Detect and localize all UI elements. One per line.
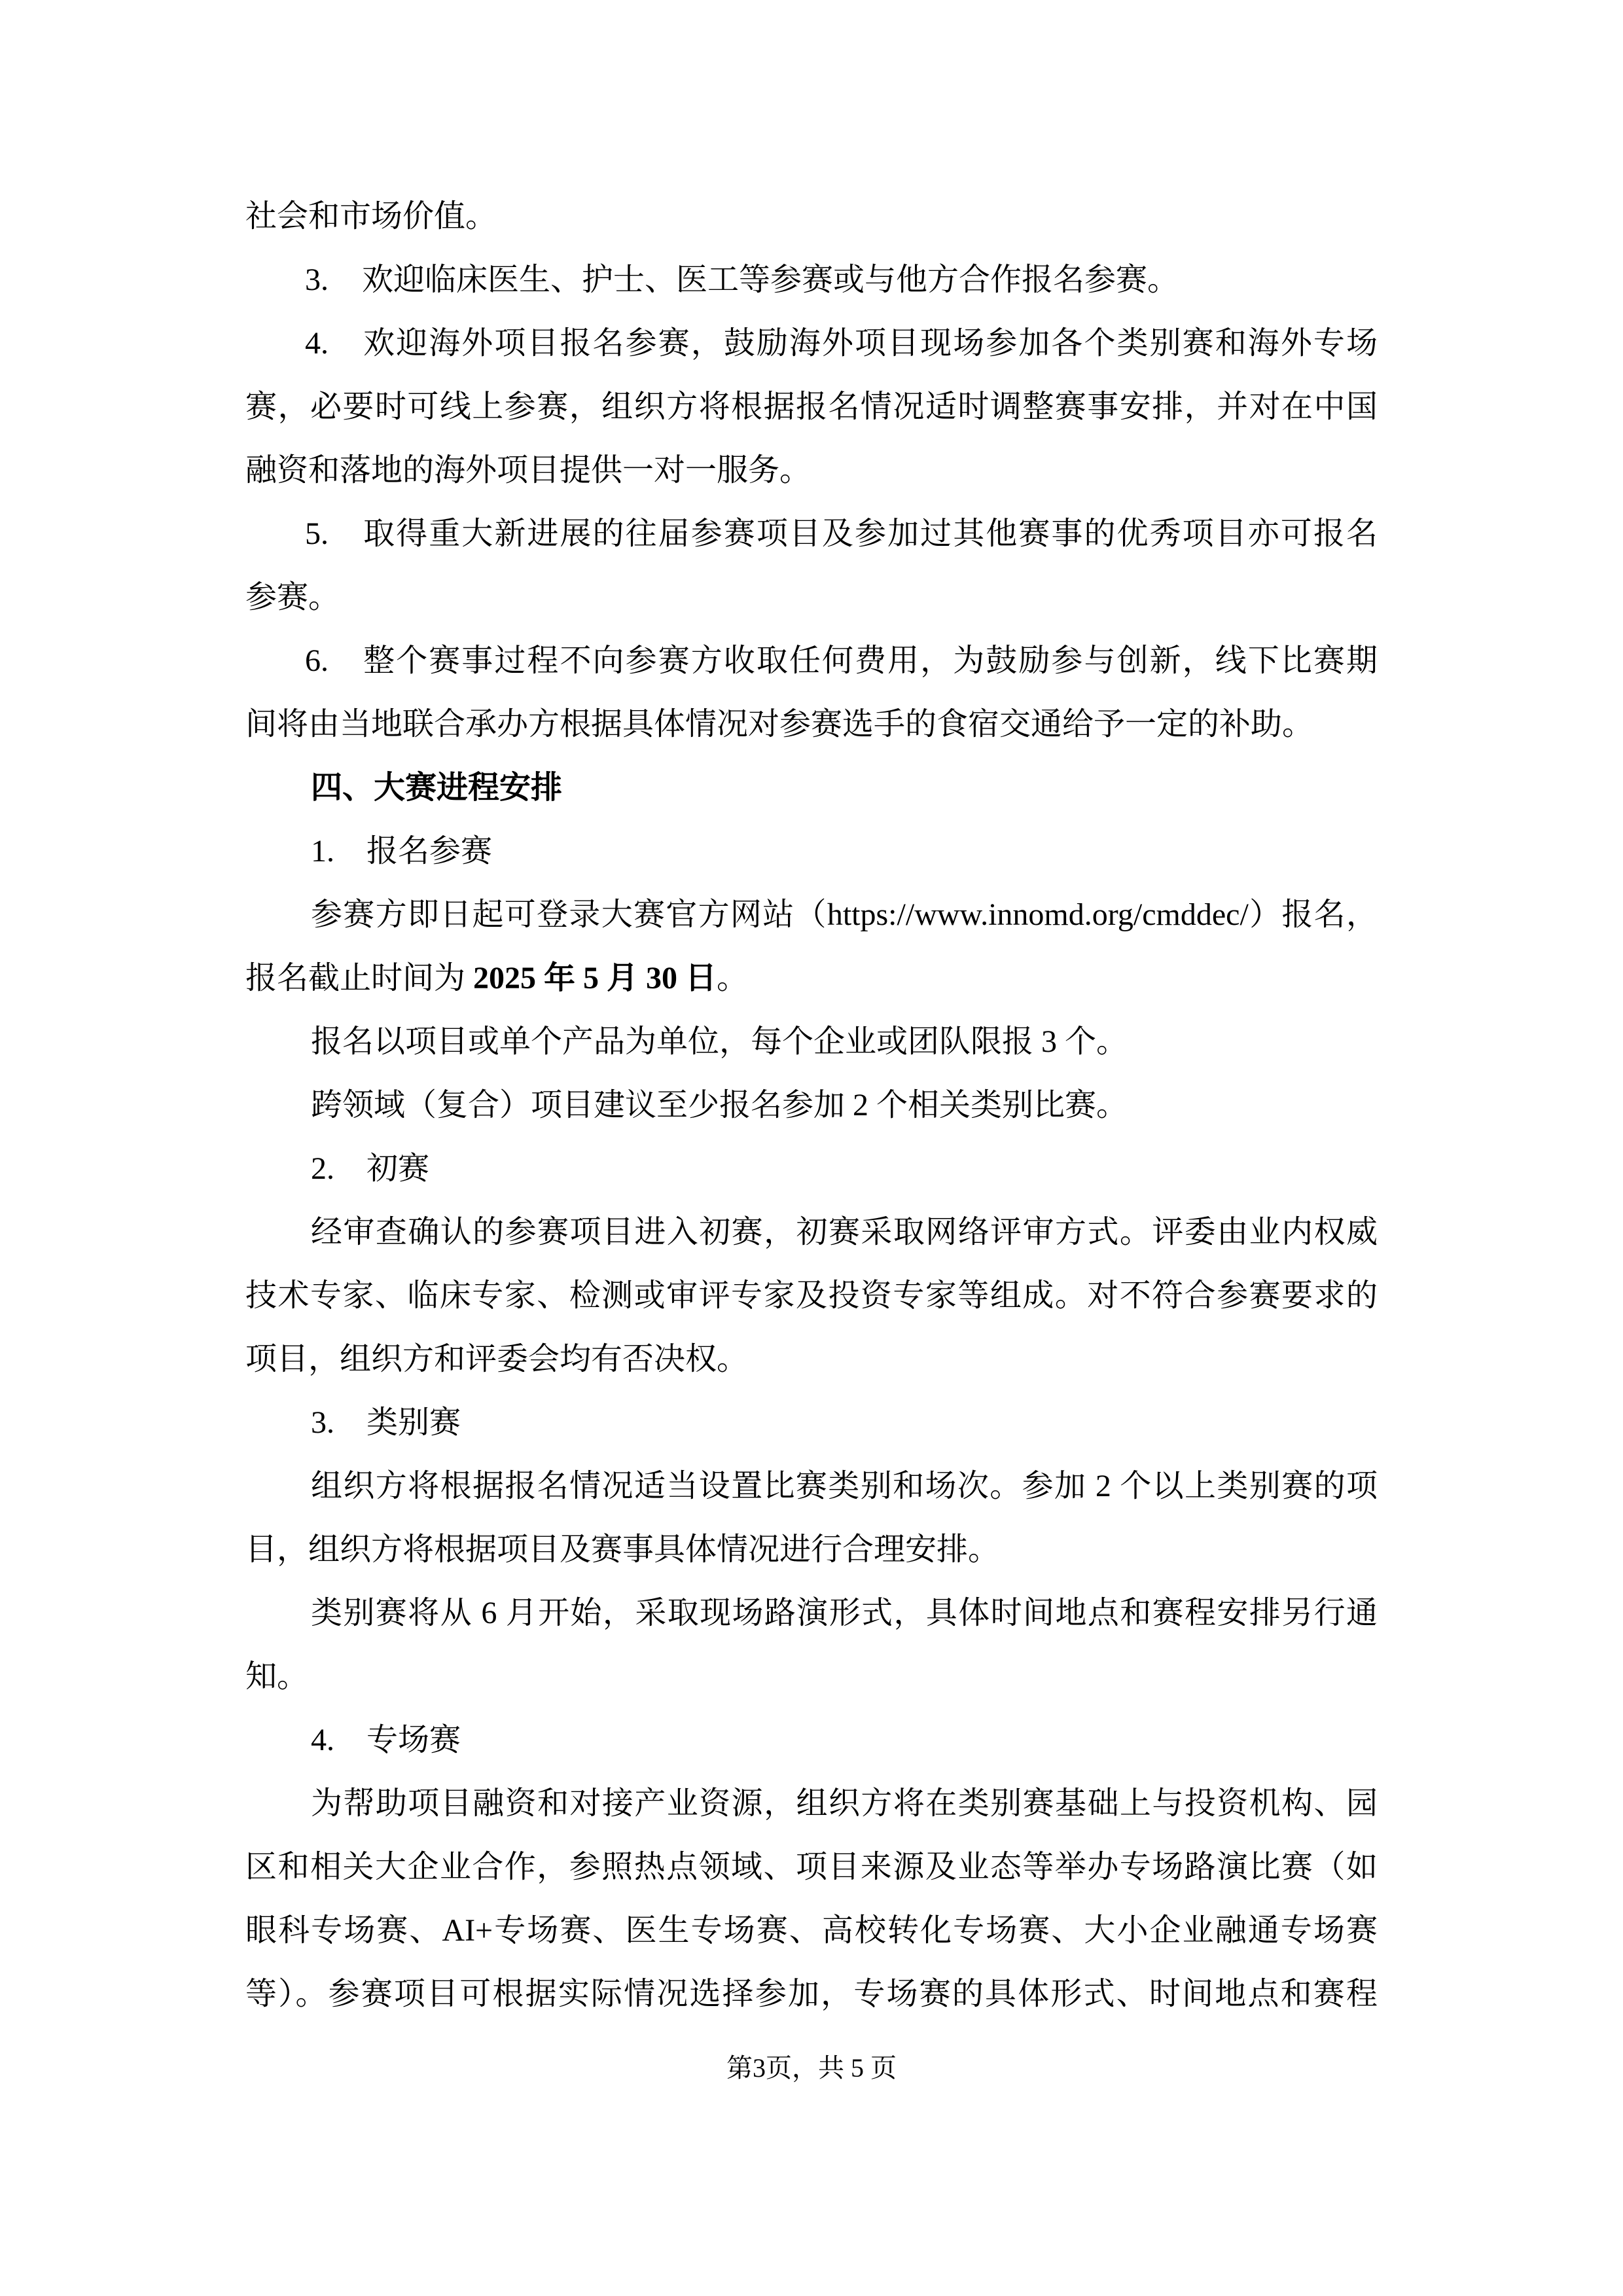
- list-number: 4.: [305, 326, 329, 361]
- text-line: 社会和市场价值。: [245, 199, 497, 234]
- website-url: https://www.innomd.org/cmddec/: [827, 897, 1249, 932]
- text-line: 经审查确认的参赛项目进入初赛，初赛采取网络评审方式。评委由业内权威: [311, 1215, 1378, 1249]
- list-item: [245, 312, 1378, 375]
- list-number: 4.: [311, 1723, 334, 1757]
- text-line: [245, 883, 1378, 946]
- text-line: 组织方将根据报名情况适当设置比赛类别和场次。参加 2 个以上类别赛的项: [311, 1469, 1378, 1503]
- list-item: [245, 248, 1378, 312]
- text-segment: ）报名，: [1248, 897, 1378, 932]
- list-item: [245, 819, 1378, 883]
- text-line: 类别赛将从 6 月开始，采取现场路演形式，具体时间地点和赛程安排另行通: [311, 1596, 1378, 1630]
- deadline-date: 2025 年 5 月 30 日: [473, 961, 717, 996]
- list-number: 6.: [305, 643, 329, 678]
- text-line: 参赛。: [245, 580, 340, 615]
- text-line: 技术专家、临床专家、检测或审评专家及投资专家等组成。对不符合参赛要求的: [245, 1278, 1378, 1313]
- text-segment: 报名截止时间为: [245, 961, 474, 996]
- text-line: 区和相关大企业合作，参照热点领域、项目来源及业态等举办专场路演比赛（如: [245, 1850, 1378, 1884]
- list-item: [245, 1137, 1378, 1200]
- section-heading: 四、大赛进程安排: [311, 770, 563, 805]
- list-item-text: 欢迎海外项目报名参赛，鼓励海外项目现场参加各个类别赛和海外专场: [362, 326, 1378, 361]
- text-segment: 。: [717, 961, 749, 996]
- text-line: 项目，组织方和评委会均有否决权。: [245, 1342, 749, 1376]
- text-line: 目，组织方将根据项目及赛事具体情况进行合理安排。: [245, 1532, 1000, 1567]
- list-item-text: 取得重大新进展的往届参赛项目及参加过其他赛事的优秀项目亦可报名: [362, 516, 1378, 551]
- list-item-text: 初赛: [366, 1151, 430, 1186]
- list-item: [245, 502, 1378, 565]
- list-item-text: 类别赛: [366, 1405, 461, 1440]
- list-item: [245, 1391, 1378, 1454]
- list-item-text: 专场赛: [366, 1723, 461, 1757]
- text-line: 赛，必要时可线上参赛，组织方将根据报名情况适时调整赛事安排，并对在中国: [245, 389, 1378, 424]
- list-number: 1.: [311, 834, 334, 869]
- page-footer: 第3页，共 5 页: [726, 2053, 897, 2083]
- page-content: [245, 185, 1378, 2026]
- text-line: 间将由当地联合承办方根据具体情况对参赛选手的食宿交通给予一定的补助。: [245, 707, 1314, 742]
- text-line: 报名以项目或单个产品为单位，每个企业或团队限报 3 个。: [311, 1024, 1128, 1059]
- text-line: [245, 946, 1378, 1010]
- list-item: [245, 1708, 1378, 1772]
- text-line: 为帮助项目融资和对接产业资源，组织方将在类别赛基础上与投资机构、园: [311, 1786, 1378, 1821]
- list-item-text: 报名参赛: [366, 834, 493, 869]
- list-item-text: 整个赛事过程不向参赛方收取任何费用，为鼓励参与创新，线下比赛期: [362, 643, 1378, 678]
- text-line: 等）。参赛项目可根据实际情况选择参加，专场赛的具体形式、时间地点和赛程: [245, 1977, 1378, 2011]
- list-number: 3.: [305, 262, 329, 297]
- text-line: 跨领域（复合）项目建议至少报名参加 2 个相关类别比赛。: [311, 1088, 1128, 1122]
- list-item: [245, 629, 1378, 692]
- text-line: 眼科专场赛、AI+专场赛、医生专场赛、高校转化专场赛、大小企业融通专场赛: [245, 1913, 1378, 1948]
- list-number: 2.: [311, 1151, 334, 1186]
- text-segment: 参赛方即日起可登录大赛官方网站（: [311, 897, 827, 932]
- text-line: 融资和落地的海外项目提供一对一服务。: [245, 453, 812, 488]
- text-line: 知。: [245, 1659, 309, 1694]
- list-item-text: 欢迎临床医生、护士、医工等参赛或与他方合作报名参赛。: [362, 262, 1179, 297]
- list-number: 3.: [311, 1405, 334, 1440]
- list-number: 5.: [305, 516, 329, 551]
